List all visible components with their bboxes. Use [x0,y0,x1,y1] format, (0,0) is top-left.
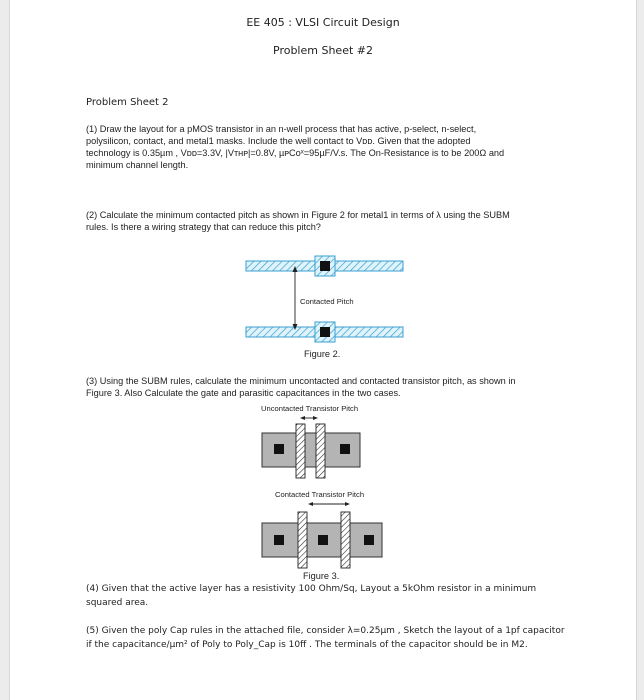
contact [364,535,374,545]
contacted-pitch-label: Contacted Transistor Pitch [275,490,365,499]
arrowhead-icon [308,502,313,506]
uncontacted-pitch-label: Uncontacted Transistor Pitch [261,404,359,413]
q5-line: (5) Given the poly Cap rules in the attached file, consider λ=0.25µm , Sketch the layout of a 1pf capacitor [86,626,565,636]
sheet-title: Problem Sheet #2 [273,44,373,57]
contact [340,444,350,454]
q3-line: Figure 3. Also Calculate the gate and parasitic capacitances in the two cases. [86,388,401,398]
course-title: EE 405 : VLSI Circuit Design [246,16,400,29]
q4-line: squared area. [86,598,149,608]
poly-gate [316,424,325,478]
arrowhead-icon [313,416,318,420]
contact [318,535,328,545]
contact [274,444,284,454]
q1-line: technology is 0.35µm , Vᴅᴅ=3.3V, |Vᴛʜᴘ|=0.8V, µᴘCᴏˣ=95µF/V.s. The On-Resistance is to be 200Ω and [86,148,505,158]
contact-top [320,261,330,271]
figure-3-diagram [10,400,636,580]
section-title: Problem Sheet 2 [86,97,169,108]
q2-line: (2) Calculate the minimum contacted pitch as shown in Figure 2 for metal1 in terms of λ using the SUBM [86,210,510,220]
contact [274,535,284,545]
document-page [9,0,637,700]
q1-line: polysilicon, contact, and metal1 masks. Include the well contact to Vᴅᴅ. Given that the adopted [86,136,471,146]
q1-line: minimum channel length. [86,160,189,170]
poly-gate [298,512,307,568]
poly-gate [341,512,350,568]
poly-gate [296,424,305,478]
q5-line: if the capacitance/µm² of Poly to Poly_Cap is 10ff . The terminals of the capacitor should be in M2. [86,640,528,650]
figure-2-caption: Figure 2. [304,349,341,359]
q3-line: (3) Using the SUBM rules, calculate the minimum uncontacted and contacted transistor pitch, as shown in [86,376,516,386]
arrowhead-icon [300,416,305,420]
q4-line: (4) Given that the active layer has a resistivity 100 Ohm/Sq, Layout a 5kOhm resistor in a minimum [86,584,537,594]
q1-line: (1) Draw the layout for a pMOS transistor in an n-well process that has active, p-select, n-select, [86,124,477,134]
arrowhead-icon [345,502,350,506]
contact-bottom [320,327,330,337]
figure-3-caption: Figure 3. [303,571,340,581]
q2-line: rules. Is there a wiring strategy that can reduce this pitch? [86,222,321,232]
contacted-pitch-label: Contacted Pitch [300,297,354,306]
